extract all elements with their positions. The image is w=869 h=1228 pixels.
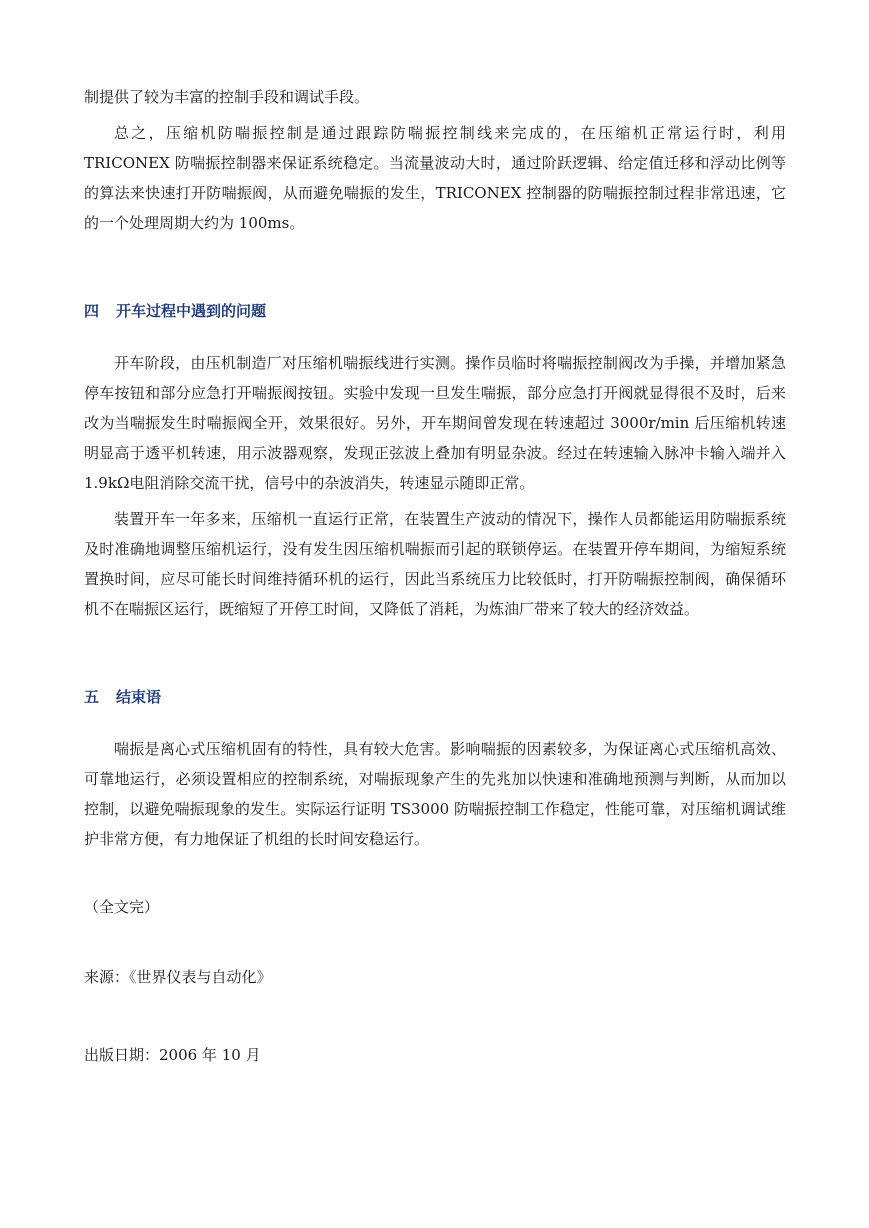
publish-date: 出版日期：2006 年 10 月 (84, 1046, 261, 1064)
section-4-paragraph-2: 装置开车一年多来，压缩机一直运行正常，在装置生产波动的情况下，操作人员都能运用防喘振系统及时准确地调整压缩机运行，没有发生因压缩机喘振而引起的联锁停运。在装置开停车期间，为缩短系统置换时间，应尽可能长时间维持循环机的运行，因此当系统压力比较低时，打开防喘振控制阀，确保循环机不在喘振区运行，既缩短了开停工时间，又降低了消耗，为炼油厂带来了较大的经济效益。 (84, 510, 786, 618)
section-4-paragraph-1: 开车阶段，由压机制造厂对压缩机喘振线进行实测。操作员临时将喘振控制阀改为手操，并增加紧急停车按钮和部分应急打开喘振阀按钮。实验中发现一旦发生喘振，部分应急打开阀就显得很不及时，后来改为当喘振发生时喘振阀全开，效果很好。另外，开车期间曾发现在转速超过 3000r/min 后压缩机转速明显高于透平机转速，用示波器观察，发现正弦波上叠加有明显杂波。经过在转速输入脉冲卡输入端并入 1.9kΩ电阻消除交流干扰，信号中的杂波消失，转速显示随即正常。 (84, 354, 786, 492)
end-note: （全文完） (84, 898, 160, 916)
document-page (84, 82, 786, 1070)
summary-paragraph: 总之，压缩机防喘振控制是通过跟踪防喘振控制线来完成的，在压缩机正常运行时，利用 TRICONEX 防喘振控制器来保证系统稳定。当流量波动大时，通过阶跃逻辑、给定值迁移和浮动比例等的算法来快速打开防喘振阀，从而避免喘振的发生，TRICONEX 控制器的防喘振控制过程非常迅速，它的一个处理周期大约为 100ms。 (84, 124, 786, 232)
section-4-title: 开车过程中遇到的问题 (116, 302, 267, 320)
section-5-paragraph-1: 喘振是离心式压缩机固有的特性，具有较大危害。影响喘振的因素较多，为保证离心式压缩机高效、可靠地运行，必须设置相应的控制系统，对喘振现象产生的先兆加以快速和准确地预测与判断，从而加以控制，以避免喘振现象的发生。实际运行证明 TS3000 防喘振控制工作稳定，性能可靠，对压缩机调试维护非常方便，有力地保证了机组的长时间安稳运行。 (84, 740, 786, 848)
intro-continuation: 制提供了较为丰富的控制手段和调试手段。 (84, 88, 370, 106)
section-5-title: 结束语 (116, 688, 162, 706)
section-4-heading (84, 296, 786, 326)
section-5-heading (84, 682, 786, 712)
section-4-number: 四 (84, 302, 100, 320)
source-line: 来源：《世界仪表与自动化》 (84, 968, 272, 986)
section-5-number: 五 (84, 688, 100, 706)
